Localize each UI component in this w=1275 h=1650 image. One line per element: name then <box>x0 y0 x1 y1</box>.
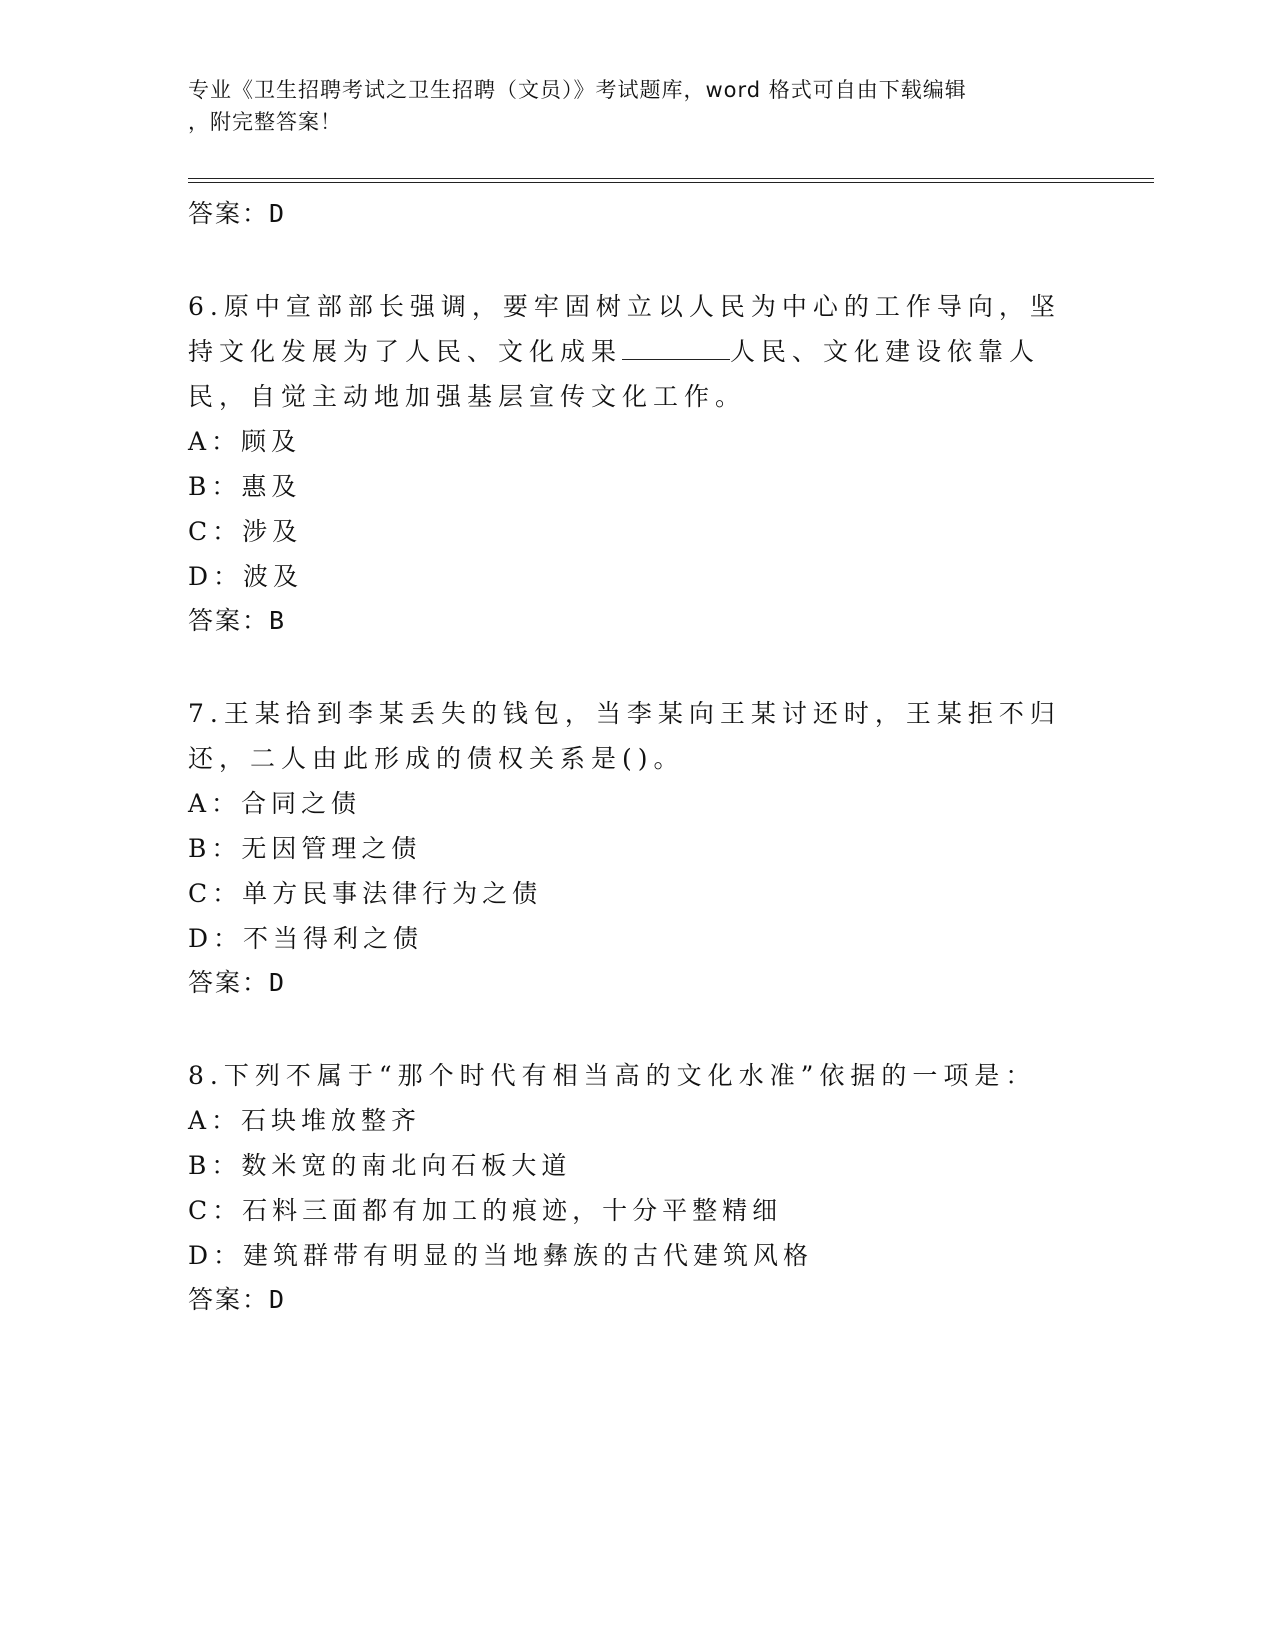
question-list <box>188 192 1088 1322</box>
option-b: B：数米宽的南北向石板大道 <box>188 1151 572 1180</box>
option-c: C：石料三面都有加工的痕迹，十分平整精细 <box>188 1196 783 1225</box>
option-b: B：无因管理之债 <box>188 834 422 863</box>
option-a: A：合同之债 <box>188 789 362 818</box>
option-c: C：涉及 <box>188 517 303 546</box>
question-6 <box>188 284 1088 643</box>
answer-value: D <box>269 968 285 997</box>
fill-in-blank <box>622 333 730 360</box>
header-title-line1: 专业《卫生招聘考试之卫生招聘（文员）》考试题库，word 格式可自由下载编辑 <box>188 78 967 102</box>
answer-label: 答案： <box>188 199 270 228</box>
document-header <box>188 74 1088 138</box>
option-d: D：不当得利之债 <box>188 924 424 953</box>
question-stem-part1: 7.王某拾到李某丢失的钱包，当李某向王某讨还时，王某拒不归还，二人由此形成的债权关系是()。 <box>188 699 1061 773</box>
answer-label: 答案： <box>188 968 270 997</box>
option-b: B：惠及 <box>188 472 302 501</box>
header-title-line2: ，附完整答案！ <box>188 110 342 134</box>
question-8 <box>188 1053 1088 1322</box>
option-a: A：顾及 <box>188 427 302 456</box>
question-answer <box>188 599 1088 643</box>
answer-label: 答案： <box>188 1285 270 1314</box>
option-a: A：石块堆放整齐 <box>188 1106 422 1135</box>
question-stem <box>188 691 1088 781</box>
previous-answer <box>188 192 1088 236</box>
answer-label: 答案： <box>188 606 270 635</box>
question-answer <box>188 1278 1088 1322</box>
answer-value: B <box>269 606 285 635</box>
question-stem <box>188 284 1088 419</box>
option-c: C：单方民事法律行为之债 <box>188 879 543 908</box>
option-d: D：建筑群带有明显的当地彝族的古代建筑风格 <box>188 1241 814 1270</box>
question-7 <box>188 691 1088 1005</box>
header-divider-bottom <box>188 182 1154 183</box>
header-divider-top <box>188 178 1154 179</box>
question-stem-part2: 人民、文化建设依靠人民，自觉主动地加强基层宣传文化工作。 <box>188 337 1041 411</box>
question-stem-part1: 8.下列不属于“那个时代有相当高的文化水准”依据的一项是： <box>188 1061 1037 1090</box>
question-answer <box>188 961 1088 1005</box>
answer-value: D <box>269 199 285 228</box>
option-d: D：波及 <box>188 562 304 591</box>
question-stem-part1: 6.原中宣部部长强调，要牢固树立以人民为中心的工作导向，坚持文化发展为了人民、文化成果 <box>188 292 1061 366</box>
question-stem <box>188 1053 1088 1098</box>
answer-value: D <box>269 1285 285 1314</box>
